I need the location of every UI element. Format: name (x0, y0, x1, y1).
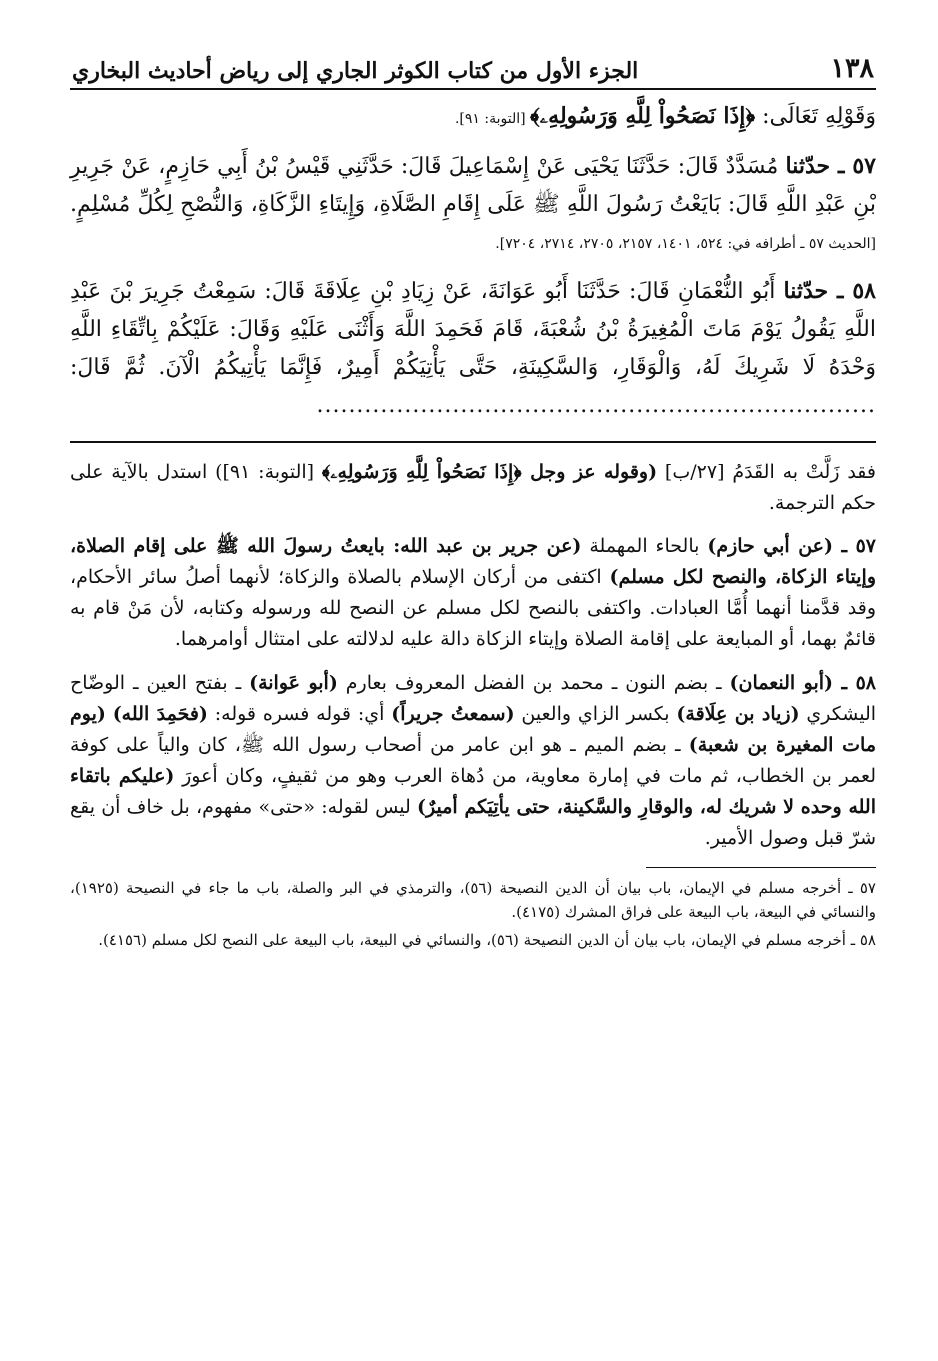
footnote-rule (646, 867, 876, 868)
book-page (70, 38, 876, 1341)
hadith-57 (70, 148, 876, 261)
commentary-text: ـ بضم النون ـ محمد بن الفضل المعروف بعارم (337, 671, 730, 694)
commentary-text (106, 703, 113, 725)
chapter-verse-line (70, 98, 876, 136)
commentary-quote: ٥٨ ـ (أبو النعمان) (729, 671, 876, 694)
hadith-58 (70, 273, 876, 424)
commentary-text: ـ بضم الميم ـ هو ابن عامر من أصحاب رسول الله ﷺ، كان والياً على كوفة لعمر بن الخطاب، ثم مات في إمارة معاوية، من دُهاة العرب وهو من ثقيفٍ، وكان أعورَ (70, 733, 876, 788)
commentary-paragraph-57 (70, 531, 876, 656)
commentary-text: أي: قوله فسره قوله: (207, 702, 392, 725)
commentary-text: فقد زَلَّتْ به القَدَمُ [٢٧/ب] (657, 460, 877, 483)
commentary-quote: (عن جرير بن عبد الله: بايعتُ رسولَ الله ﷺ على إقام الصلاة، وإيتاء الزكاة، والنصح لكل مسلم) (70, 534, 876, 589)
commentary-section (70, 457, 876, 855)
intro-text: وَقَوْلِهِ تَعَالَى: (755, 104, 876, 129)
commentary-quote: (أبو عَوانة) (249, 671, 338, 694)
commentary-text: بكسر الزاي والعين (514, 702, 677, 725)
hadith-58-text: أَبُو النُّعْمَانِ قَالَ: حَدَّثَنَا أَبُو عَوَانَةَ، عَنْ زِيَادِ بْنِ عِلَاقَةَ قَالَ: سَمِعْتُ جَرِيرَ بْنَ عَبْدِ اللَّهِ يَقُولُ يَوْمَ مَاتَ الْمُغِيرَةُ بْنُ شُعْبَةَ، قَامَ فَحَمِدَ اللَّهَ وَأَثْنَى عَلَيْهِ وَقَالَ: عَلَيْكُمْ بِاتِّقَاءِ اللَّهِ وَحْدَهُ لَا شَرِيكَ لَهُ، وَالْوَقَارِ، وَالسَّكِينَةِ، حَتَّى يَأْتِيَكُمْ أَمِيرٌ، فَإِنَّمَا يَأْتِيكُمُ الْآنَ. ثُمَّ قَالَ: (70, 279, 876, 380)
quran-verse: ﴿إِذَا نَصَحُواْ لِلَّهِ وَرَسُولِهِۦ﴾ (530, 103, 756, 129)
commentary-paragraph-1 (70, 457, 876, 519)
hadith-57-text: مُسَدَّدٌ قَالَ: حَدَّثَنَا يَحْيَى عَنْ إِسْمَاعِيلَ قَالَ: حَدَّثَنِي قَيْسُ بْنُ أَبِي حَازِمٍ، عَنْ جَرِيرِ بْنِ عَبْدِ اللَّهِ قَالَ: بَايَعْتُ رَسُولَ اللَّهِ ﷺ عَلَى إِقَامِ الصَّلَاةِ، وَإِيتَاءِ الزَّكَاةِ، وَالنُّصْحِ لِكُلِّ مُسْلِمٍ. (70, 153, 876, 217)
commentary-text: ـ بفتح العين ـ الوضّاح اليشكري (70, 671, 877, 725)
running-title: الجزء الأول من كتاب الكوثر الجاري إلى رياض أحاديث البخاري (72, 58, 639, 84)
footnotes (70, 876, 876, 953)
commentary-quote: (عليكم باتقاء الله وحده لا شريك له، والوقارِ والسَّكينة، حتى يأتِيَكم أميرٌ) (70, 765, 876, 819)
hadith-text-section (70, 98, 876, 425)
commentary-quote: (وقوله عز وجل ﴿إِذَا نَصَحُواْ لِلَّهِ وَرَسُولِهِۦ﴾ (321, 460, 658, 483)
commentary-text: [التوبة: ٩١]) استدل بالآية على حكم الترجمة. (70, 460, 876, 514)
commentary-quote: ٥٧ ـ (عن أبي حازم) (707, 534, 876, 557)
hadith-57-cross-reference: [الحديث ٥٧ ـ أطرافه في: ٥٢٤، ١٤٠١، ٢١٥٧، ٢٧٠٥، ٢٧١٤، ٧٢٠٤]. (495, 236, 876, 253)
hadith-57-number: ٥٧ ـ حدّثنا (785, 152, 876, 179)
footnote-58: ٥٨ ـ أخرجه مسلم في الإيمان، باب بيان أن الدين النصيحة (٥٦)، والنسائي في البيعة، باب البيعة على النصح لكل مسلم (٤١٥٦). (98, 931, 876, 950)
commentary-quote: (سمعتُ جريراً) (391, 702, 515, 725)
commentary-text: بالحاء المهملة (581, 534, 708, 557)
commentary-separator (70, 441, 876, 443)
commentary-quote: (زياد بن عِلَاقة) (676, 702, 800, 725)
commentary-text: اكتفى من أركان الإسلام بالصلاة والزكاة؛ لأنهما أصلُ سائر الأحكام، وقد قدَّمنا أنهما أُمَّا العبادات. واكتفى بالنصح لكل مسلم عن النصح لله ورسوله وكتابه، لأن مَنْ قام به قائمٌ بهما، أو المبايعة على إقامة الصلاة وإيتاء الزكاة دالة عليه لدلالته على امتثال أوامرهما. (70, 566, 876, 651)
dotted-continuation: ...................................................................... (316, 392, 876, 418)
surah-reference: [التوبة: ٩١]. (454, 111, 531, 127)
commentary-text: ليس لقوله: «حتى» مفهوم، بل خاف أن يقع شرّ قبل وصول الأمير. (70, 796, 876, 850)
page-number: ١٣٨ (830, 53, 874, 84)
commentary-quote: (يوم مات المغيرة بن شعبة) (70, 702, 876, 756)
commentary-paragraph-58 (70, 668, 876, 855)
hadith-58-number: ٥٨ ـ حدّثنا (783, 278, 876, 305)
footnote-57: ٥٧ ـ أخرجه مسلم في الإيمان، باب بيان أن الدين النصيحة (٥٦)، والترمذي في البر والصلة، باب ما جاء في النصيحة (١٩٢٥)، والنسائي في البيعة، باب البيعة على فراق المشرك (٤١٧٥). (70, 878, 876, 921)
page-header (70, 38, 876, 90)
commentary-quote: (فحَمِدَ الله) (112, 702, 208, 725)
